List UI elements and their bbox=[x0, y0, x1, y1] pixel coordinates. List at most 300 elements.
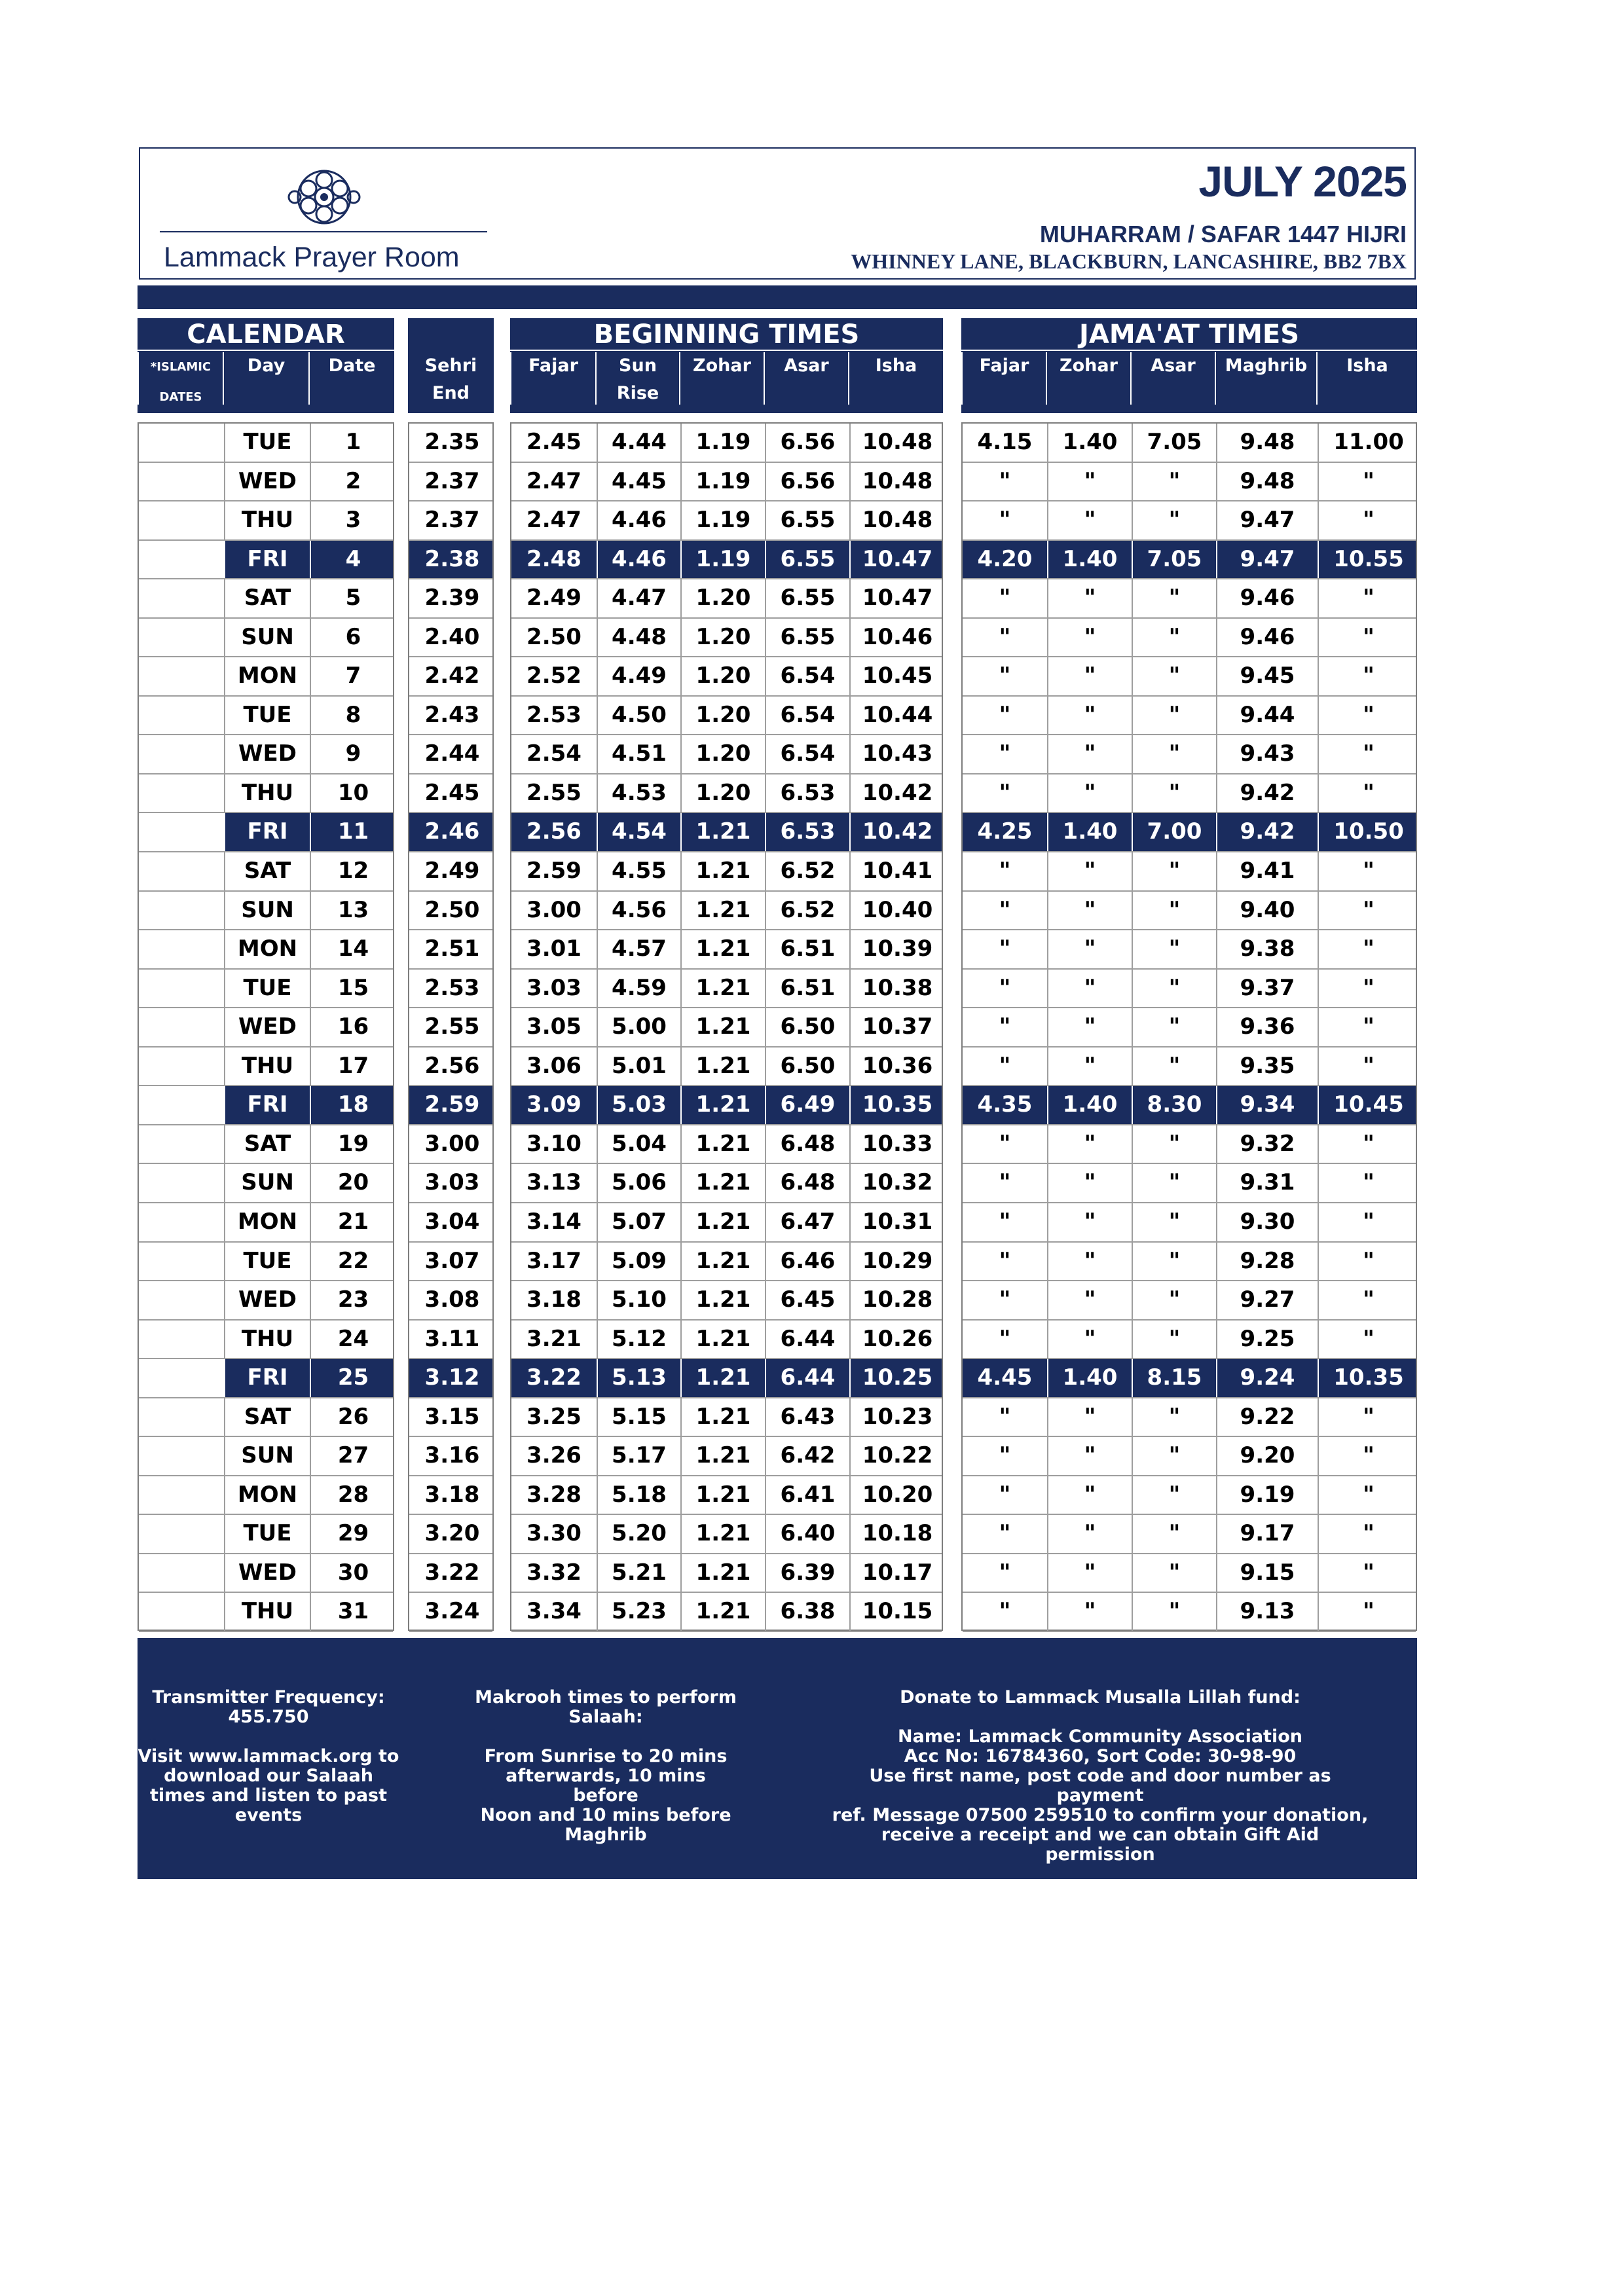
cell-j-isha: " bbox=[1318, 619, 1418, 657]
cell-sunrise: 4.45 bbox=[597, 463, 680, 501]
cell-asar: 6.50 bbox=[765, 1008, 849, 1046]
table-row bbox=[963, 1321, 1416, 1360]
cell-zohar: 1.21 bbox=[680, 1593, 765, 1631]
cell-day: TUE bbox=[224, 1515, 310, 1553]
cell-sunrise: 5.13 bbox=[597, 1359, 680, 1397]
cell-j-asar: 8.30 bbox=[1132, 1086, 1216, 1124]
cell-date: 27 bbox=[310, 1437, 396, 1475]
cell-j-isha: 10.50 bbox=[1318, 813, 1418, 851]
cell-isha: 10.42 bbox=[849, 813, 944, 851]
cell-isha: 10.29 bbox=[849, 1243, 944, 1281]
cell-isha: 10.40 bbox=[849, 892, 944, 930]
cell-j-asar: " bbox=[1132, 1398, 1216, 1436]
header-box bbox=[139, 147, 1416, 280]
cell-date: 16 bbox=[310, 1008, 396, 1046]
cell-isha: 10.36 bbox=[849, 1048, 944, 1085]
cell-j-fajar: " bbox=[999, 1208, 1011, 1235]
cell-j-zohar: " bbox=[1047, 1125, 1132, 1163]
cell-islamic-date bbox=[139, 657, 224, 695]
logo-text: Lammack Prayer Room bbox=[164, 242, 460, 273]
cell-zohar: 1.21 bbox=[680, 1321, 765, 1358]
cell-j-zohar: " bbox=[1047, 930, 1132, 968]
cell-islamic-date bbox=[139, 1164, 224, 1202]
cell-j-isha: " bbox=[1318, 1515, 1418, 1553]
cell-j-maghrib: 9.40 bbox=[1216, 892, 1318, 930]
cell-j-asar: 7.05 bbox=[1132, 541, 1216, 579]
cell-j-isha: " bbox=[1318, 1164, 1418, 1202]
cell-zohar: 1.19 bbox=[680, 463, 765, 501]
cell-islamic-date bbox=[139, 1243, 224, 1281]
cell-j-isha: " bbox=[1318, 735, 1418, 773]
table-row bbox=[511, 1515, 942, 1554]
cell-j-zohar: " bbox=[1047, 1048, 1132, 1085]
cell-islamic-date bbox=[139, 501, 224, 539]
cell-j-asar: " bbox=[1132, 1203, 1216, 1241]
cell-j-maghrib: 9.44 bbox=[1216, 697, 1318, 735]
islamic-dates-heading: *ISLAMIC DATES bbox=[138, 352, 223, 405]
table-row bbox=[511, 892, 942, 931]
cell-j-maghrib: 9.48 bbox=[1216, 463, 1318, 501]
cell-sehri: 2.39 bbox=[424, 585, 480, 611]
cell-sunrise: 5.23 bbox=[597, 1593, 680, 1631]
cell-date: 21 bbox=[310, 1203, 396, 1241]
cell-day: WED bbox=[224, 735, 310, 773]
cell-asar: 6.45 bbox=[765, 1281, 849, 1319]
cell-zohar: 1.21 bbox=[680, 1243, 765, 1281]
cell-date: 29 bbox=[310, 1515, 396, 1553]
cell-islamic-date bbox=[139, 424, 224, 462]
table-row bbox=[511, 774, 942, 814]
cell-j-isha: " bbox=[1318, 1243, 1418, 1281]
cell-j-isha: " bbox=[1318, 579, 1418, 617]
cell-islamic-date bbox=[139, 1398, 224, 1436]
cell-j-isha: " bbox=[1318, 1281, 1418, 1319]
sunrise-heading: Sun Rise bbox=[595, 352, 679, 405]
cell-sehri: 2.55 bbox=[424, 1013, 480, 1040]
cell-fajar: 3.00 bbox=[526, 896, 581, 923]
cell-day: SAT bbox=[224, 579, 310, 617]
cell-fajar: 3.05 bbox=[526, 1013, 581, 1040]
cell-date: 31 bbox=[310, 1593, 396, 1631]
cell-zohar: 1.20 bbox=[680, 579, 765, 617]
cell-sunrise: 5.15 bbox=[597, 1398, 680, 1436]
table-row bbox=[963, 774, 1416, 814]
jamaat-title: JAMA'AT TIMES bbox=[961, 318, 1417, 351]
cell-j-maghrib: 9.36 bbox=[1216, 1008, 1318, 1046]
table-row bbox=[409, 1203, 492, 1243]
beginning-header bbox=[510, 318, 943, 413]
cell-j-maghrib: 9.32 bbox=[1216, 1125, 1318, 1163]
cell-date: 23 bbox=[310, 1281, 396, 1319]
table-row bbox=[139, 930, 393, 970]
cell-j-fajar: " bbox=[999, 936, 1011, 962]
cell-asar: 6.46 bbox=[765, 1243, 849, 1281]
table-row bbox=[409, 774, 492, 814]
cell-asar: 6.43 bbox=[765, 1398, 849, 1436]
cell-j-zohar: " bbox=[1047, 1164, 1132, 1202]
cell-date: 22 bbox=[310, 1243, 396, 1281]
cell-j-zohar: " bbox=[1047, 892, 1132, 930]
table-row bbox=[963, 1437, 1416, 1476]
cell-j-zohar: " bbox=[1047, 1515, 1132, 1553]
cell-j-fajar: 4.20 bbox=[977, 545, 1033, 572]
table-row bbox=[511, 501, 942, 541]
jamaat-grid bbox=[961, 422, 1417, 1631]
cell-sehri: 2.38 bbox=[424, 545, 480, 572]
cell-zohar: 1.19 bbox=[680, 424, 765, 462]
cell-day: SUN bbox=[224, 1164, 310, 1202]
table-row bbox=[139, 852, 393, 892]
cell-sehri: 3.08 bbox=[424, 1286, 480, 1313]
cell-sunrise: 5.20 bbox=[597, 1515, 680, 1553]
table-row bbox=[409, 1086, 492, 1125]
cell-islamic-date bbox=[139, 1125, 224, 1163]
table-row bbox=[409, 735, 492, 774]
cell-zohar: 1.20 bbox=[680, 735, 765, 773]
table-row bbox=[511, 1203, 942, 1243]
zohar-heading: Zohar bbox=[679, 352, 764, 405]
table-row bbox=[409, 1008, 492, 1048]
cell-sunrise: 4.54 bbox=[597, 813, 680, 851]
cell-j-fajar: " bbox=[999, 467, 1011, 494]
cell-j-maghrib: 9.28 bbox=[1216, 1243, 1318, 1281]
jamaat-fajar-heading: Fajar bbox=[961, 352, 1046, 405]
cell-day: TUE bbox=[224, 697, 310, 735]
cell-zohar: 1.19 bbox=[680, 501, 765, 539]
cell-j-asar: " bbox=[1132, 697, 1216, 735]
cell-fajar: 3.01 bbox=[526, 936, 581, 962]
cell-asar: 6.41 bbox=[765, 1476, 849, 1514]
cell-islamic-date bbox=[139, 852, 224, 890]
table-row bbox=[511, 852, 942, 892]
table-row bbox=[409, 579, 492, 619]
cell-fajar: 3.21 bbox=[526, 1325, 581, 1352]
cell-j-asar: " bbox=[1132, 1515, 1216, 1553]
cell-date: 10 bbox=[310, 774, 396, 812]
cell-j-asar: " bbox=[1132, 1243, 1216, 1281]
cell-sunrise: 4.48 bbox=[597, 619, 680, 657]
cell-j-fajar: " bbox=[999, 1286, 1011, 1313]
cell-asar: 6.49 bbox=[765, 1086, 849, 1124]
cell-sunrise: 5.09 bbox=[597, 1243, 680, 1281]
cell-date: 1 bbox=[310, 424, 396, 462]
cell-date: 17 bbox=[310, 1048, 396, 1085]
header-bar bbox=[138, 285, 1417, 309]
month-title: JULY 2025 bbox=[1198, 157, 1407, 206]
beginning-title: BEGINNING TIMES bbox=[510, 318, 943, 351]
cell-j-fajar: " bbox=[999, 974, 1011, 1001]
cell-j-isha: " bbox=[1318, 930, 1418, 968]
cell-j-isha: " bbox=[1318, 463, 1418, 501]
cell-isha: 10.32 bbox=[849, 1164, 944, 1202]
cell-date: 28 bbox=[310, 1476, 396, 1514]
table-row bbox=[139, 1008, 393, 1048]
sehri-grid bbox=[408, 422, 494, 1631]
cell-j-asar: " bbox=[1132, 463, 1216, 501]
table-row bbox=[963, 579, 1416, 619]
cell-j-zohar: " bbox=[1047, 852, 1132, 890]
cell-date: 2 bbox=[310, 463, 396, 501]
cell-zohar: 1.20 bbox=[680, 697, 765, 735]
cell-sunrise: 4.46 bbox=[597, 541, 680, 579]
cell-sehri: 3.18 bbox=[424, 1481, 480, 1508]
table-row bbox=[139, 1515, 393, 1554]
cell-day: THU bbox=[224, 1321, 310, 1358]
cell-j-maghrib: 9.46 bbox=[1216, 579, 1318, 617]
table-row bbox=[963, 1476, 1416, 1516]
cell-j-zohar: " bbox=[1047, 970, 1132, 1008]
cell-isha: 10.25 bbox=[849, 1359, 944, 1397]
cell-date: 9 bbox=[310, 735, 396, 773]
cell-date: 4 bbox=[310, 541, 396, 579]
table-row bbox=[511, 579, 942, 619]
table-row bbox=[139, 1321, 393, 1360]
cell-j-zohar: 1.40 bbox=[1047, 813, 1132, 851]
cell-asar: 6.44 bbox=[765, 1321, 849, 1358]
table-row bbox=[963, 970, 1416, 1009]
cell-day: WED bbox=[224, 1554, 310, 1592]
cell-islamic-date bbox=[139, 1359, 224, 1397]
cell-j-maghrib: 9.43 bbox=[1216, 735, 1318, 773]
table-row bbox=[511, 1359, 942, 1398]
cell-j-fajar: " bbox=[999, 1598, 1011, 1625]
table-row bbox=[409, 1243, 492, 1282]
table-row bbox=[409, 970, 492, 1009]
cell-j-zohar: 1.40 bbox=[1047, 424, 1132, 462]
cell-islamic-date bbox=[139, 1437, 224, 1475]
cell-sehri: 2.59 bbox=[424, 1091, 480, 1118]
cell-isha: 10.20 bbox=[849, 1476, 944, 1514]
cell-fajar: 2.54 bbox=[526, 740, 581, 767]
table-row bbox=[409, 1164, 492, 1203]
cell-isha: 10.37 bbox=[849, 1008, 944, 1046]
cell-sehri: 3.15 bbox=[424, 1403, 480, 1430]
cell-fajar: 2.55 bbox=[526, 779, 581, 806]
cell-date: 3 bbox=[310, 501, 396, 539]
cell-date: 14 bbox=[310, 930, 396, 968]
table-row bbox=[409, 892, 492, 931]
cell-islamic-date bbox=[139, 619, 224, 657]
table-row bbox=[963, 657, 1416, 697]
cell-j-fajar: " bbox=[999, 1520, 1011, 1547]
calendar-grid bbox=[138, 422, 394, 1631]
jamaat-maghrib-heading: Maghrib bbox=[1215, 352, 1316, 405]
cell-j-zohar: " bbox=[1047, 697, 1132, 735]
cell-fajar: 3.30 bbox=[526, 1520, 581, 1547]
table-row bbox=[963, 1164, 1416, 1203]
cell-j-fajar: " bbox=[999, 740, 1011, 767]
cell-fajar: 3.26 bbox=[526, 1442, 581, 1469]
cell-zohar: 1.21 bbox=[680, 813, 765, 851]
cell-sunrise: 4.47 bbox=[597, 579, 680, 617]
cell-isha: 10.42 bbox=[849, 774, 944, 812]
cell-sehri: 2.46 bbox=[424, 818, 480, 845]
cell-asar: 6.48 bbox=[765, 1164, 849, 1202]
table-row bbox=[409, 1359, 492, 1398]
cell-zohar: 1.20 bbox=[680, 657, 765, 695]
table-row bbox=[409, 813, 492, 852]
table-row bbox=[963, 1243, 1416, 1282]
cell-sehri: 2.35 bbox=[424, 429, 480, 455]
cell-zohar: 1.21 bbox=[680, 1203, 765, 1241]
cell-asar: 6.42 bbox=[765, 1437, 849, 1475]
cell-fajar: 3.25 bbox=[526, 1403, 581, 1430]
cell-zohar: 1.21 bbox=[680, 1164, 765, 1202]
cell-sehri: 3.00 bbox=[424, 1130, 480, 1157]
cell-isha: 10.48 bbox=[849, 424, 944, 462]
cell-j-fajar: " bbox=[999, 1559, 1011, 1586]
cell-j-asar: " bbox=[1132, 774, 1216, 812]
cell-j-fajar: 4.25 bbox=[977, 818, 1033, 845]
cell-sunrise: 4.59 bbox=[597, 970, 680, 1008]
table-row bbox=[409, 1476, 492, 1516]
cell-asar: 6.48 bbox=[765, 1125, 849, 1163]
cell-islamic-date bbox=[139, 1515, 224, 1553]
table-row bbox=[511, 697, 942, 736]
cell-sunrise: 4.53 bbox=[597, 774, 680, 812]
cell-j-zohar: " bbox=[1047, 1203, 1132, 1241]
cell-j-asar: " bbox=[1132, 1125, 1216, 1163]
cell-isha: 10.31 bbox=[849, 1203, 944, 1241]
table-row bbox=[511, 1321, 942, 1360]
table-row bbox=[963, 619, 1416, 658]
cell-date: 18 bbox=[310, 1086, 396, 1124]
cell-zohar: 1.21 bbox=[680, 1125, 765, 1163]
cell-sunrise: 5.21 bbox=[597, 1554, 680, 1592]
cell-day: TUE bbox=[224, 1243, 310, 1281]
table-row bbox=[511, 424, 942, 463]
table-row bbox=[409, 463, 492, 502]
cell-sunrise: 5.18 bbox=[597, 1476, 680, 1514]
cell-j-zohar: " bbox=[1047, 1008, 1132, 1046]
cell-fajar: 3.14 bbox=[526, 1208, 581, 1235]
logo-divider bbox=[160, 231, 487, 232]
table-row bbox=[139, 813, 393, 852]
table-row bbox=[139, 424, 393, 463]
cell-j-fajar: " bbox=[999, 858, 1011, 884]
cell-asar: 6.53 bbox=[765, 813, 849, 851]
table-row bbox=[139, 501, 393, 541]
cell-j-zohar: 1.40 bbox=[1047, 541, 1132, 579]
calendar-header bbox=[138, 318, 394, 413]
cell-fajar: 3.18 bbox=[526, 1286, 581, 1313]
table-row bbox=[139, 1164, 393, 1203]
beginning-grid bbox=[510, 422, 943, 1631]
table-row bbox=[963, 1593, 1416, 1632]
cell-sehri: 3.07 bbox=[424, 1247, 480, 1274]
table-row bbox=[409, 657, 492, 697]
cell-isha: 10.17 bbox=[849, 1554, 944, 1592]
cell-j-maghrib: 9.25 bbox=[1216, 1321, 1318, 1358]
cell-j-isha: " bbox=[1318, 892, 1418, 930]
jamaat-asar-heading: Asar bbox=[1130, 352, 1215, 405]
cell-date: 7 bbox=[310, 657, 396, 695]
cell-islamic-date bbox=[139, 1476, 224, 1514]
cell-j-maghrib: 9.37 bbox=[1216, 970, 1318, 1008]
cell-islamic-date bbox=[139, 1203, 224, 1241]
cell-j-zohar: " bbox=[1047, 735, 1132, 773]
cell-j-isha: 11.00 bbox=[1318, 424, 1418, 462]
day-heading: Day bbox=[223, 352, 308, 405]
cell-asar: 6.52 bbox=[765, 892, 849, 930]
cell-sehri: 3.03 bbox=[424, 1169, 480, 1196]
cell-day: MON bbox=[224, 657, 310, 695]
table-row bbox=[409, 501, 492, 541]
cell-j-fajar: " bbox=[999, 1325, 1011, 1352]
cell-asar: 6.38 bbox=[765, 1593, 849, 1631]
table-row bbox=[963, 1515, 1416, 1554]
table-row bbox=[139, 463, 393, 502]
cell-j-zohar: 1.40 bbox=[1047, 1359, 1132, 1397]
cell-j-zohar: " bbox=[1047, 1476, 1132, 1514]
cell-j-fajar: " bbox=[999, 507, 1011, 534]
cell-sehri: 3.22 bbox=[424, 1559, 480, 1586]
cell-isha: 10.33 bbox=[849, 1125, 944, 1163]
table-row bbox=[963, 1281, 1416, 1321]
cell-day: SAT bbox=[224, 1398, 310, 1436]
cell-isha: 10.41 bbox=[849, 852, 944, 890]
cell-isha: 10.48 bbox=[849, 501, 944, 539]
table-row bbox=[139, 1048, 393, 1087]
cell-sunrise: 4.49 bbox=[597, 657, 680, 695]
table-row bbox=[963, 463, 1416, 502]
cell-sehri: 2.37 bbox=[424, 467, 480, 494]
table-row bbox=[511, 1437, 942, 1476]
table-row bbox=[409, 1048, 492, 1087]
table-row bbox=[409, 697, 492, 736]
cell-date: 8 bbox=[310, 697, 396, 735]
cell-j-fajar: " bbox=[999, 779, 1011, 806]
isha-heading: Isha bbox=[848, 352, 943, 405]
table-row bbox=[139, 970, 393, 1009]
cell-isha: 10.15 bbox=[849, 1593, 944, 1631]
table-row bbox=[511, 735, 942, 774]
cell-day: FRI bbox=[224, 813, 310, 851]
cell-j-maghrib: 9.34 bbox=[1216, 1086, 1318, 1124]
cell-fajar: 2.48 bbox=[526, 545, 581, 572]
table-row bbox=[963, 697, 1416, 736]
cell-sehri: 3.16 bbox=[424, 1442, 480, 1469]
cell-j-maghrib: 9.48 bbox=[1216, 424, 1318, 462]
cell-day: THU bbox=[224, 1593, 310, 1631]
cell-sehri: 2.40 bbox=[424, 623, 480, 650]
cell-j-maghrib: 9.45 bbox=[1216, 657, 1318, 695]
table-row bbox=[963, 930, 1416, 970]
cell-fajar: 3.34 bbox=[526, 1598, 581, 1625]
table-row bbox=[139, 1593, 393, 1632]
cell-isha: 10.23 bbox=[849, 1398, 944, 1436]
table-row bbox=[139, 1359, 393, 1398]
cell-sehri: 2.37 bbox=[424, 507, 480, 534]
cell-isha: 10.18 bbox=[849, 1515, 944, 1553]
cell-zohar: 1.21 bbox=[680, 1086, 765, 1124]
cell-j-isha: " bbox=[1318, 774, 1418, 812]
cell-asar: 6.50 bbox=[765, 1048, 849, 1085]
table-row bbox=[139, 1243, 393, 1282]
table-row bbox=[511, 1125, 942, 1165]
cell-islamic-date bbox=[139, 541, 224, 579]
cell-j-asar: " bbox=[1132, 1048, 1216, 1085]
cell-day: SAT bbox=[224, 852, 310, 890]
cell-j-fajar: " bbox=[999, 1169, 1011, 1196]
cell-j-isha: " bbox=[1318, 1125, 1418, 1163]
table-row bbox=[963, 1359, 1416, 1398]
asar-heading: Asar bbox=[764, 352, 848, 405]
cell-day: THU bbox=[224, 501, 310, 539]
cell-islamic-date bbox=[139, 1554, 224, 1592]
cell-islamic-date bbox=[139, 697, 224, 735]
cell-fajar: 2.47 bbox=[526, 507, 581, 534]
